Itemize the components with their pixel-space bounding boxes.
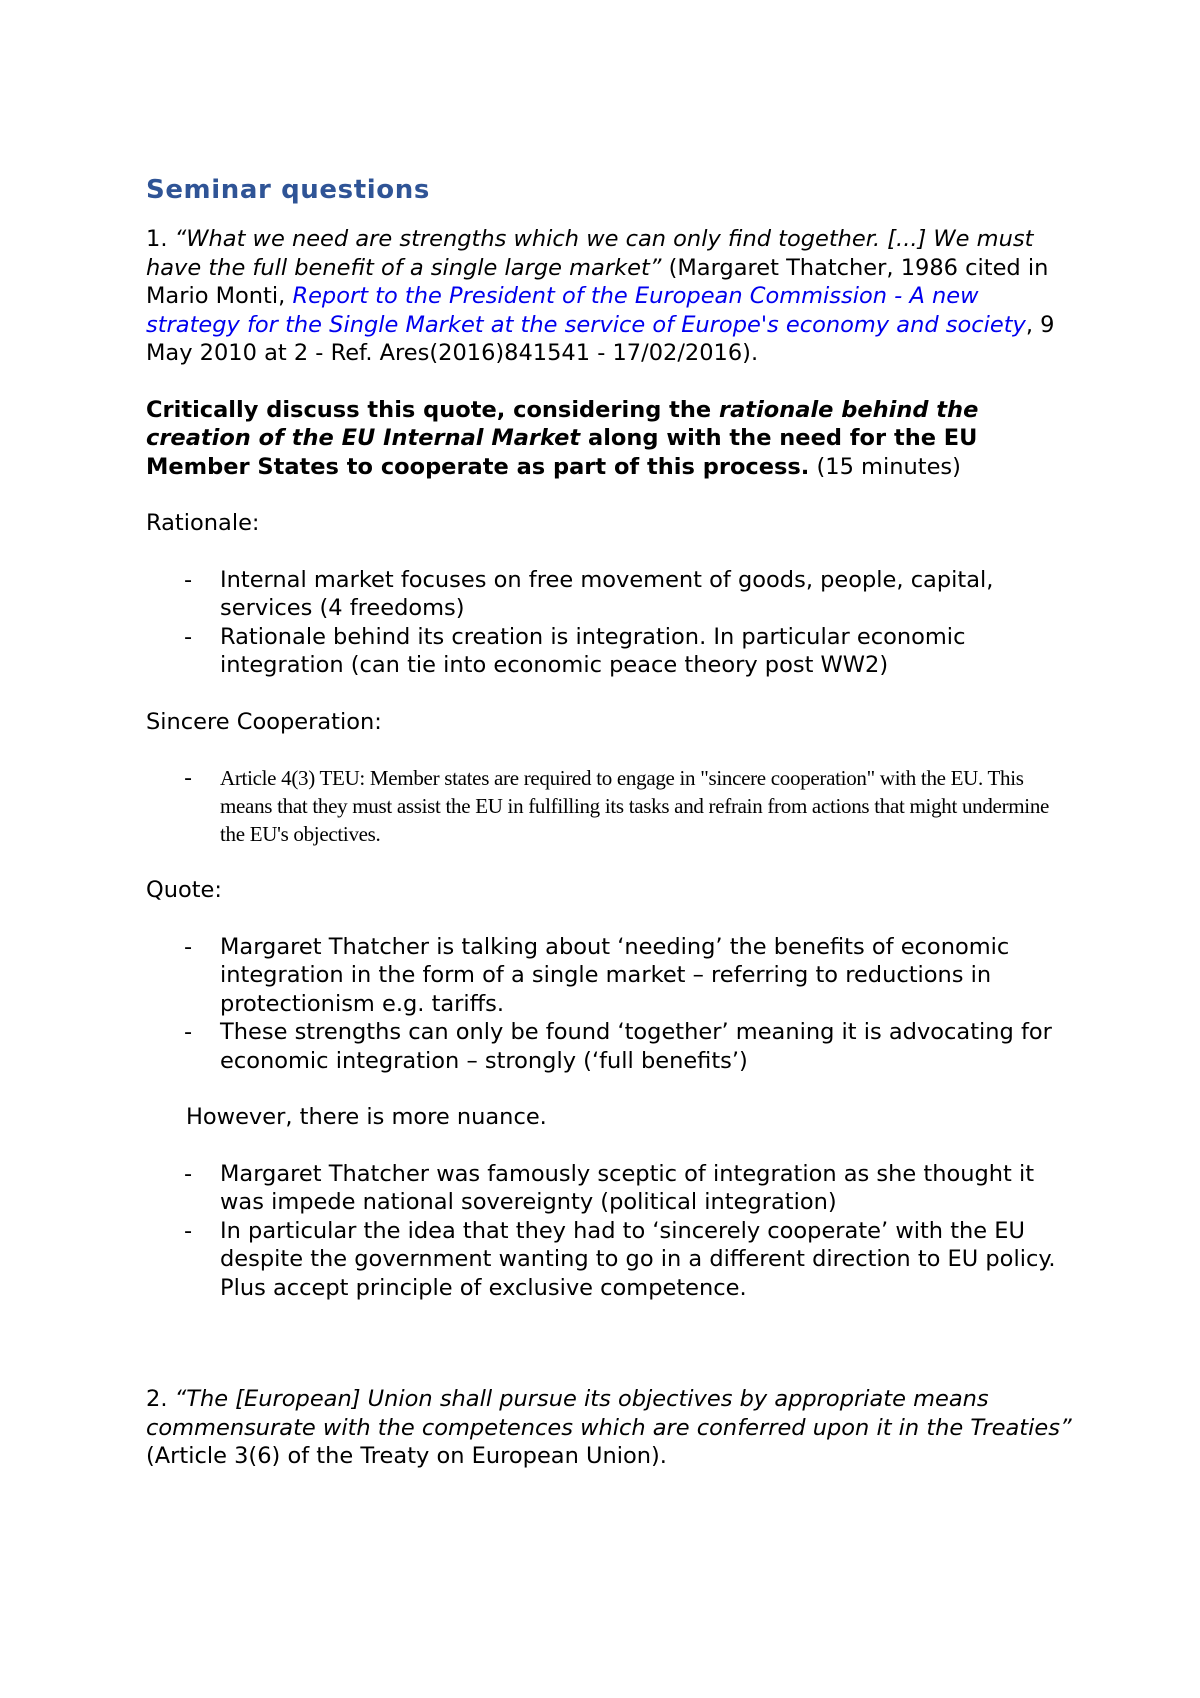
question-1-quote: “What we need are strengths which we can only find together. [...] We must have the full benefit of a single large market” — [146, 226, 1034, 281]
task-time: (15 minutes) — [809, 453, 961, 480]
rationale-list — [146, 566, 1076, 680]
rationale-label: Rationale: — [146, 510, 260, 536]
nuance-list — [146, 1160, 1076, 1303]
sincere-cooperation-label: Sincere Cooperation: — [146, 708, 382, 735]
question-2-citation: (Article 3(6) of the Treaty on European Union). — [146, 1443, 667, 1469]
list-item: - Margaret Thatcher is talking about ‘needing’ the benefits of economic integration in the form of a single market – referring to reductions in protectionism e.g. tariffs. — [146, 933, 1076, 1019]
nuance-text: However, there is more nuance. — [186, 1104, 547, 1130]
spacer — [146, 1330, 1076, 1385]
page-title: Seminar questions — [146, 175, 430, 205]
quote-label: Quote: — [146, 877, 222, 903]
quote-list — [146, 933, 1076, 1076]
list-item: - Margaret Thatcher was famously sceptic of integration as she thought it was impede national sovereignty (political integration) — [146, 1160, 1076, 1217]
document-page — [146, 175, 1076, 1499]
question-1-task — [146, 396, 1076, 482]
question-2-quote: “The [European] Union shall pursue its objectives by appropriate means commensurate with the competences which are conferred upon it in the Treaties” — [146, 1386, 1072, 1441]
report-link[interactable]: Report to the President of the European Commission - A new strategy for the Single Market at the service of Europe's economy and society — [146, 283, 1026, 338]
question-1-number: 1. — [146, 226, 175, 252]
list-item: - Internal market focuses on free movement of goods, people, capital, services (4 freedoms) — [146, 566, 1076, 623]
list-item: - These strengths can only be found ‘together’ meaning it is advocating for economic integration – strongly (‘full benefits’) — [146, 1018, 1076, 1075]
list-item: - Article 4(3) TEU: Member states are required to engage in "sincere cooperation" with the EU. This means that they must assist the EU in fulfilling its tasks and refrain from actions that might undermine the EU's objectives. — [146, 764, 1076, 848]
question-2 — [146, 1385, 1076, 1471]
question-2-number: 2. — [146, 1386, 175, 1412]
question-1-citation-pre: (Margaret Thatcher, 1986 cited in Mario Monti, — [146, 254, 1049, 309]
task-text-2: along with the need for the EU Member States to cooperate as part of this process. — [146, 425, 978, 480]
task-text-1: Critically discuss this quote, considering the — [146, 396, 720, 423]
question-1 — [146, 225, 1076, 368]
list-item: - Rationale behind its creation is integration. In particular economic integration (can tie into economic peace theory post WW2) — [146, 623, 1076, 680]
task-text-emphasis: rationale behind the creation of the EU Internal Market — [146, 396, 979, 451]
question-1-citation-post: , 9 May 2010 at 2 - Ref. Ares(2016)841541 - 17/02/2016). — [146, 311, 1055, 366]
list-item: - In particular the idea that they had to ‘sincerely cooperate’ with the EU despite the government wanting to go in a different direction to EU policy. Plus accept principle of exclusive competence. — [146, 1217, 1076, 1303]
sincere-cooperation-list — [146, 764, 1076, 848]
